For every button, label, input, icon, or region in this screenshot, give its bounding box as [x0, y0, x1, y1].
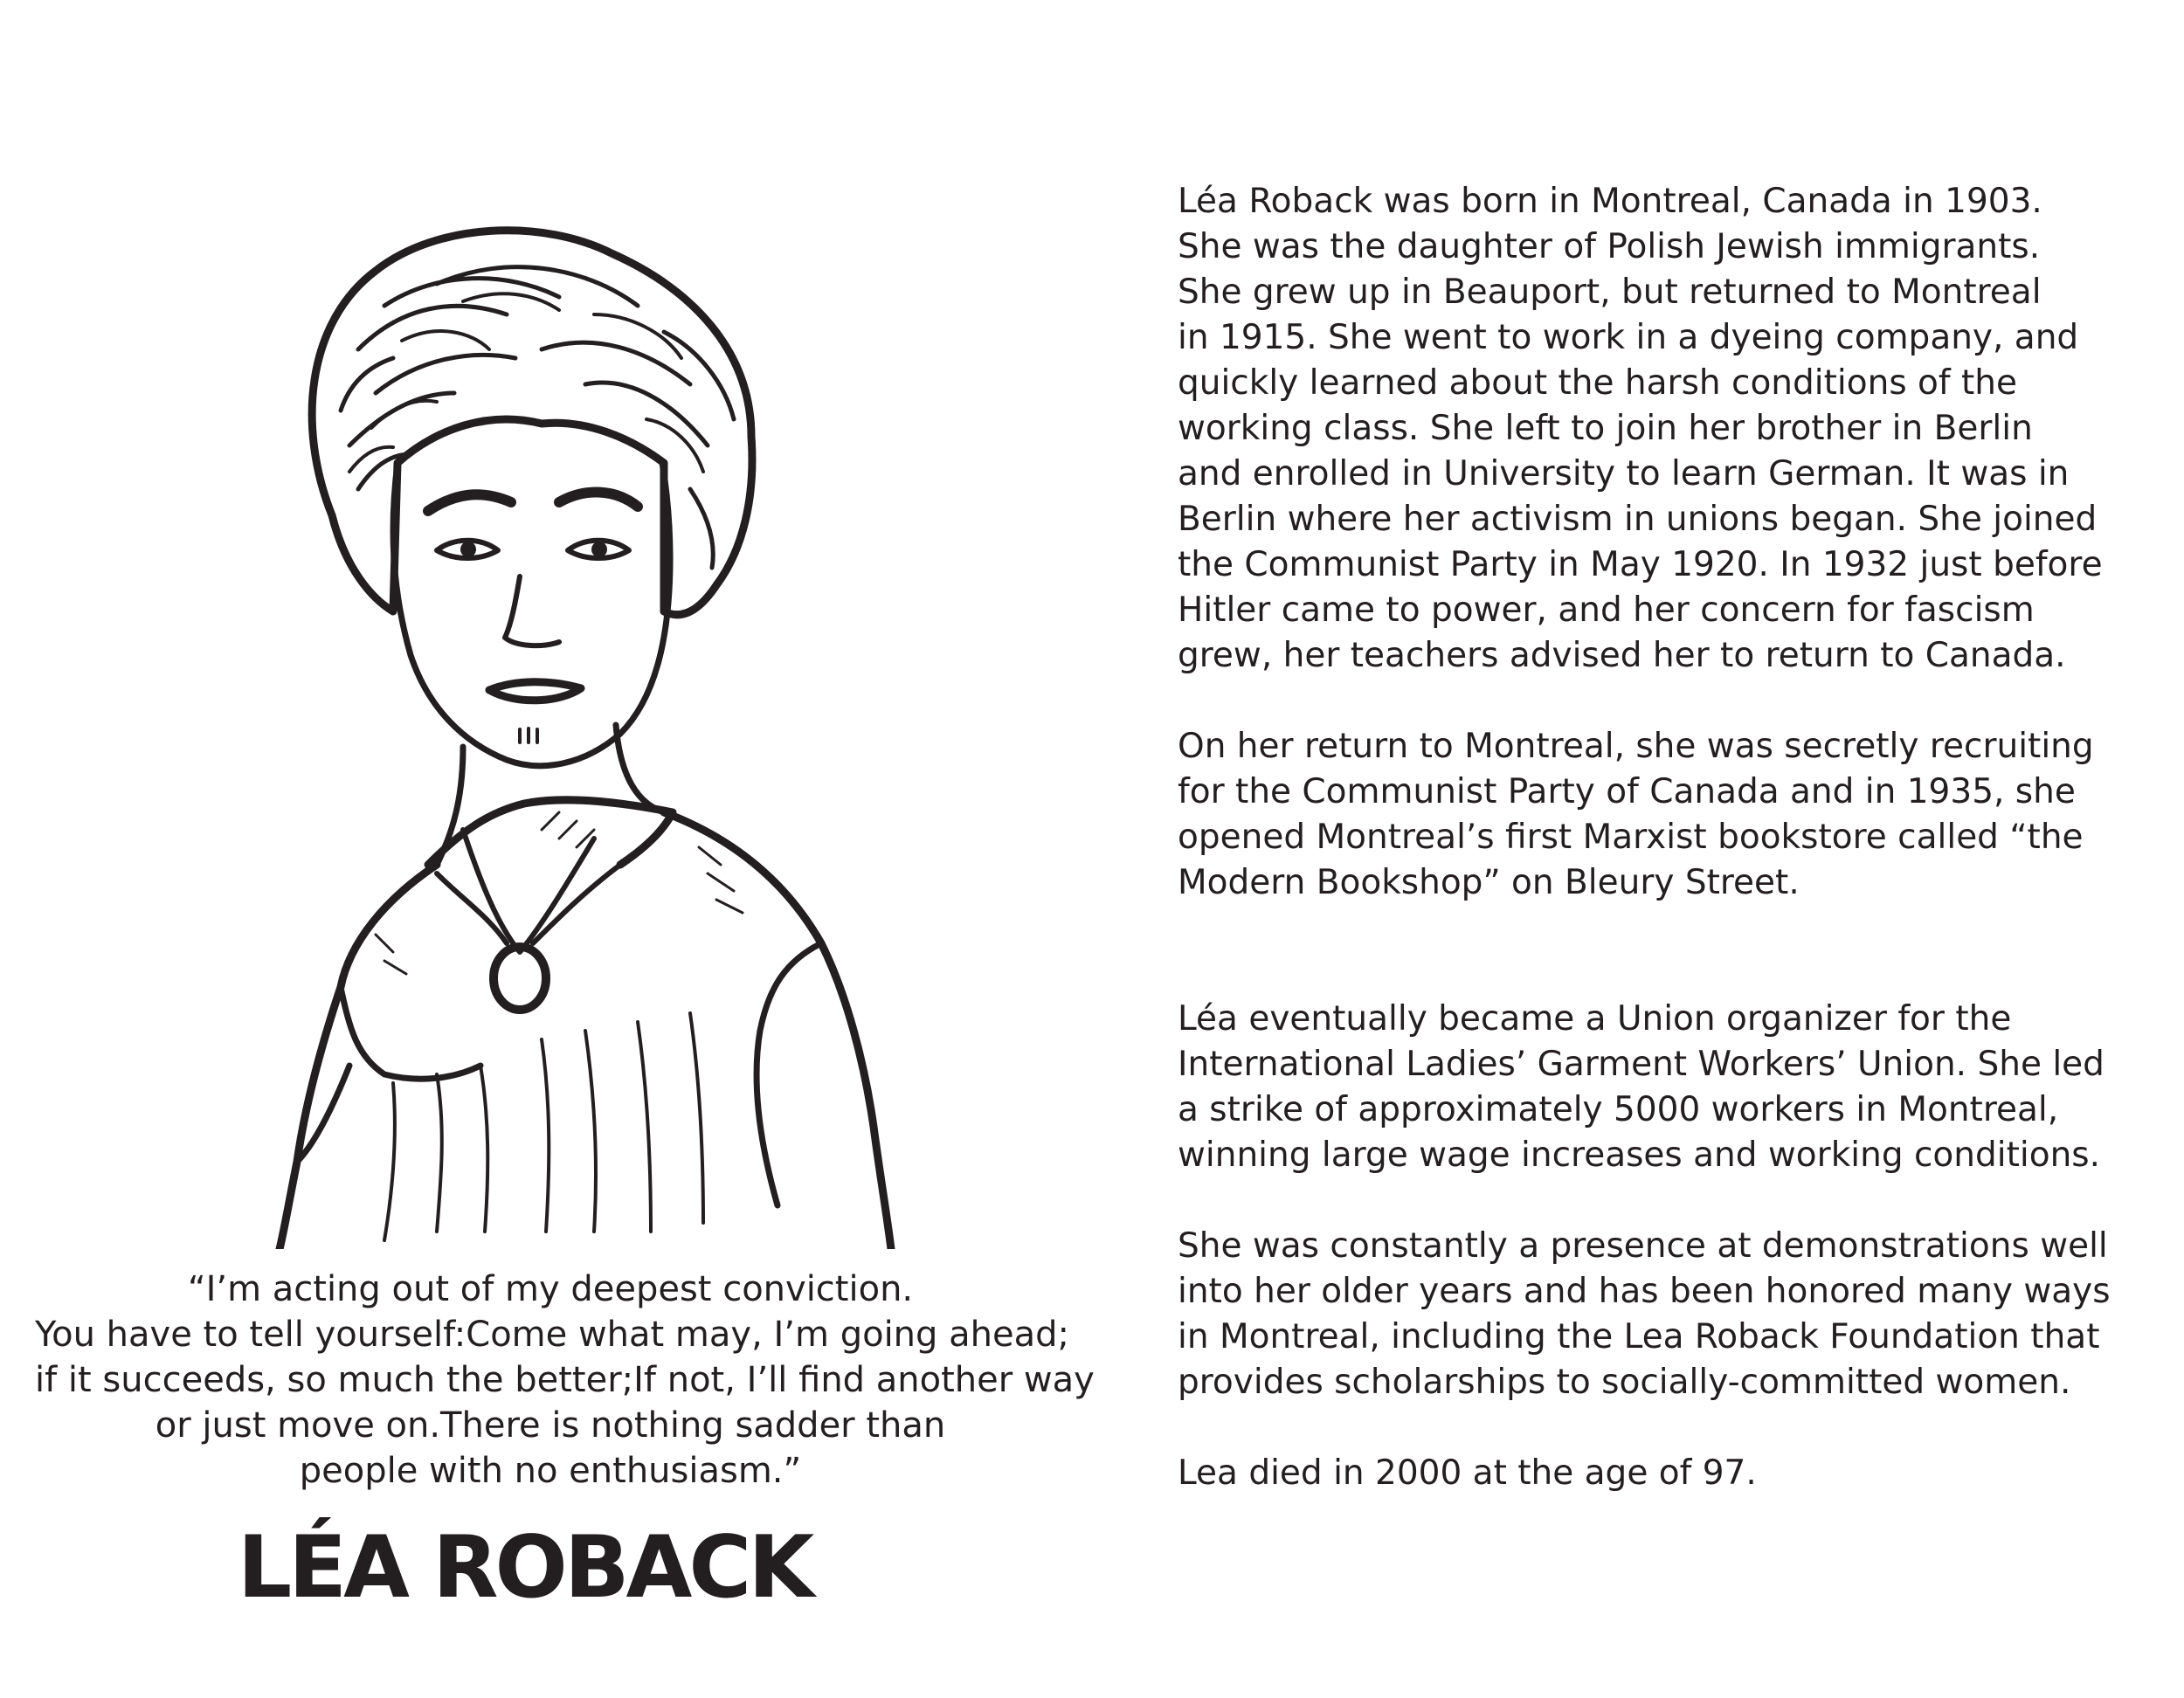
mouth: [489, 682, 581, 701]
bio-line: Modern Bookshop” on Bleury Street.: [1178, 863, 1800, 902]
bio-line: quickly learned about the harsh conditions of the: [1178, 363, 2018, 403]
quote-line: people with no enthusiasm.”: [299, 1451, 802, 1491]
bio-line: On her return to Montreal, she was secretly recruiting: [1178, 727, 2094, 766]
bio-line: provides scholarships to socially-committed women.: [1178, 1363, 2071, 1402]
right-sleeve: [757, 943, 821, 1205]
bio-line: She was constantly a presence at demonstrations well: [1178, 1226, 2108, 1266]
bio-line: Léa Roback was born in Montreal, Canada in 1903.: [1178, 182, 2042, 221]
bio-line: Lea died in 2000 at the age of 97.: [1178, 1453, 1757, 1493]
bio-line: International Ladies’ Garment Workers’ Union. She led: [1178, 1045, 2105, 1084]
left-sleeve: [297, 987, 480, 1162]
left-eyebrow: [428, 494, 511, 511]
bio-line: Berlin where her activism in unions began. She joined: [1178, 500, 2098, 539]
left-pupil: [460, 542, 476, 557]
bio-line: working class. She left to join her brother in Berlin: [1178, 409, 2033, 448]
bio-paragraph-2: [1178, 724, 2165, 906]
bio-paragraph-5: [1178, 1451, 2165, 1496]
left-shoulder: [280, 865, 437, 1249]
portrait-illustration: [175, 201, 1013, 1249]
bio-line: a strike of approximately 5000 workers in Montreal,: [1178, 1090, 2059, 1129]
bio-line: and enrolled in University to learn German. It was in: [1178, 454, 2070, 494]
bio-line: winning large wage increases and working conditions.: [1178, 1135, 2101, 1175]
quote-line: You have to tell yourself:Come what may, I’m going ahead;: [35, 1315, 1069, 1355]
quote-line: “I’m acting out of my deepest conviction.: [187, 1269, 914, 1309]
right-eyebrow: [559, 493, 638, 507]
bio-paragraph-3: [1178, 997, 2165, 1178]
bio-line: for the Communist Party of Canada and in 1935, she: [1178, 772, 2076, 811]
bio-line: She was the daughter of Polish Jewish immigrants.: [1178, 227, 2041, 266]
quote-line: or just move on.There is nothing sadder than: [155, 1405, 946, 1446]
bio-line: into her older years and has been honored many ways: [1178, 1272, 2111, 1311]
bio-paragraph-1: [1178, 179, 2165, 679]
bio-line: Hitler came to power, and her concern for fascism: [1178, 590, 2035, 630]
bio-line: in Montreal, including the Lea Roback Foundation that: [1178, 1317, 2100, 1356]
collar-trim: [437, 865, 620, 943]
biography-text: [1178, 179, 2165, 1496]
pendant: [494, 947, 546, 1010]
bio-line: opened Montreal’s first Marxist bookstore called “the: [1178, 818, 2084, 857]
quote-block: [35, 1267, 1095, 1494]
bio-line: in 1915. She went to work in a dyeing company, and: [1178, 318, 2079, 357]
subject-name-title: LÉA ROBACK: [237, 1518, 812, 1618]
right-pupil: [591, 542, 607, 557]
nose: [505, 576, 559, 645]
quote-line: if it succeeds, so much the better;If not, I’ll find another way: [35, 1360, 1095, 1400]
bio-paragraph-4: [1178, 1224, 2165, 1405]
bio-line: the Communist Party in May 1920. In 1932 just before: [1178, 545, 2103, 584]
neck: [437, 725, 664, 865]
right-shoulder: [664, 812, 891, 1249]
bio-line: Léa eventually became a Union organizer for the: [1178, 999, 2012, 1039]
chin-lines: [520, 728, 537, 742]
hair-texture-2: [349, 293, 703, 472]
necklace: [463, 830, 594, 952]
bio-line: grew, her teachers advised her to return to Canada.: [1178, 636, 2066, 675]
bio-line: She grew up in Beauport, but returned to Montreal: [1178, 273, 2042, 312]
hair-texture: [341, 267, 734, 568]
blouse-folds: [384, 1013, 703, 1240]
